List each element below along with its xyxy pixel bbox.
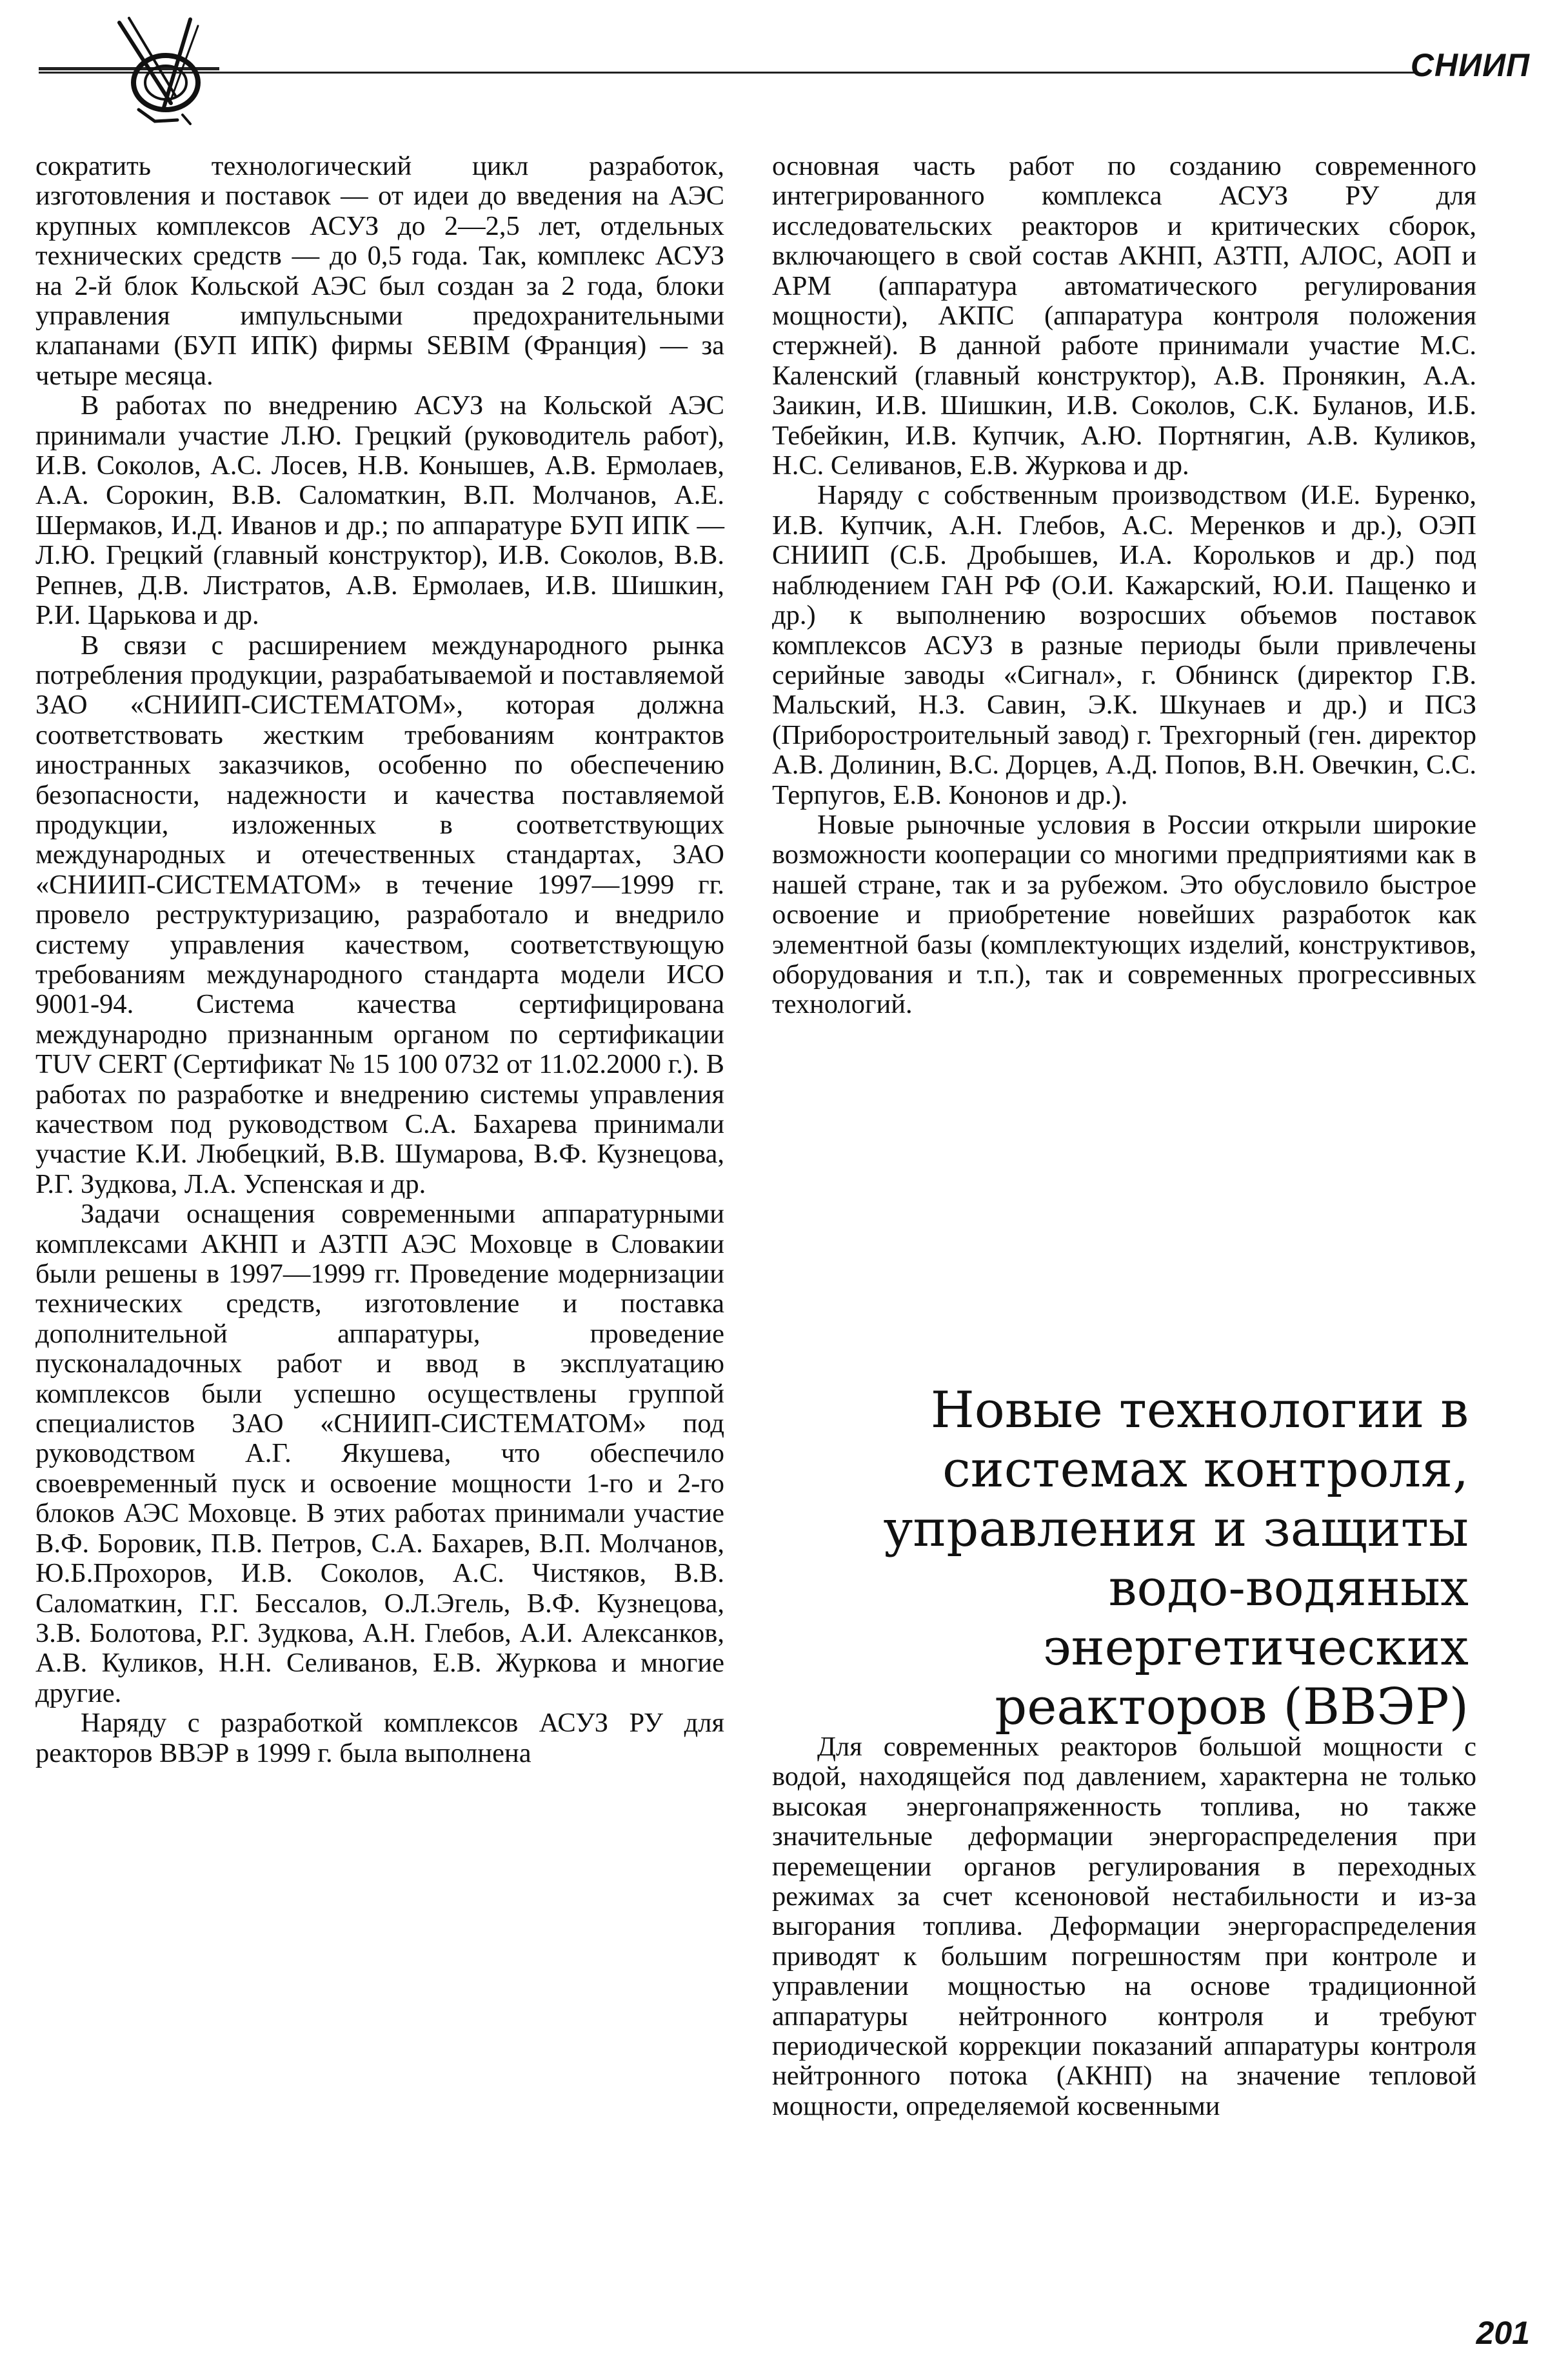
paragraph: Наряду с разработкой комплексов АСУЗ РУ для реакторов ВВЭР в 1999 г. была выполнена [35,1708,724,1768]
paragraph: основная часть работ по созданию современного интегрированного комплекса АСУЗ РУ для исследовательских реакторов и критических сборок, включающего в свой состав АКНП, АЗТП, АЛОС, АОП и АРМ (аппаратура автоматического регулирования мощности), АКПС (аппаратура контроля положения стержней). В данной работе принимали участие М.С. Каленский (главный конструктор), А.В. Пронякин, А.А. Заикин, И.В. Шишкин, И.В. Соколов, С.К. Буланов, И.Б. Тебейкин, И.В. Купчик, А.Ю. Портнягин, А.В. Куликов, Н.С. Селиванов, Е.В. Журкова и др. [772,151,1476,481]
heading-line: системах контроля, [942,1441,1469,1499]
paragraph: Для современных реакторов большой мощности с водой, находящейся под давлением, характерна не только высокая энергонапряженность топлива, но также значительные деформации энергораспределения при перемещении органов регулирования в переходных режимах за счет ксеноновой нестабильности и из-за выгорания топлива. Деформации энергораспределения приводят к большим погрешностям при контроле и управлении мощностью на основе традиционной аппаратуры нейтронного контроля и требуют периодической коррекции показаний аппаратуры контроля нейтронного потока (АКНП) на значение тепловой мощности, определяемой косвенными [772,1732,1476,2121]
right-column-bottom [772,1732,1476,2121]
paragraph: Новые рыночные условия в России открыли широкие возможности кооперации со многими предприятиями как в нашей стране, так и за рубежом. Это обусловило быстрое освоение и приобретение новейших разработок как элементной базы (комплектующих изделий, конструктивов, оборудования и т.п.), так и современных прогрессивных технологий. [772,809,1476,1020]
paragraph: Наряду с собственным производством (И.Е. Буренко, И.В. Купчик, А.Н. Глебов, А.С. Меренков и др.), ОЭП СНИИП (С.Б. Дробышев, И.А. Корольков и др.) под наблюдением ГАН РФ (О.И. Кажарский, Ю.И. Пащенко и др.) к выполнению возросших объемов поставок комплексов АСУЗ в разные периоды были привлечены серийные заводы «Сигнал», г. Обнинск (директор Г.В. Мальский, Н.З. Савин, Э.К. Шкунаев и др.) и ПСЗ (Приборостроительный завод) г. Трехгорный (ген. директор А.В. Долинин, В.С. Дорцев, А.Д. Попов, В.Н. Овечкин, С.С. Терпугов, Е.В. Кононов и др.). [772,480,1476,810]
header-rule [39,72,1416,74]
left-column [35,152,724,1768]
heading-line: энергетических [1042,1619,1469,1677]
heading-line: водо-водяных [1108,1559,1469,1617]
heading-line: управления и защиты [883,1500,1469,1558]
sniip-logo-icon [94,6,242,129]
paragraph: Задачи оснащения современными аппаратурными комплексами АКНП и АЗТП АЭС Моховце в Словакии были решены в 1997—1999 гг. Проведение модернизации технических средств, изготовление и поставка дополнительной аппаратуры, проведение пусконаладочных работ и ввод в эксплуатацию комплексов были успешно осуществлены группой специалистов ЗАО «СНИИП-СИСТЕМАТОМ» под руководством А.Г. Якушева, что обеспечило своевременный пуск и освоение мощности 1-го и 2-го блоков АЭС Моховце. В этих работах принимали участие В.Ф. Боровик, П.В. Петров, С.А. Бахарев, В.П. Молчанов, Ю.Б.Прохоров, И.В. Соколов, А.С. Чистяков, В.В. Саломаткин, Г.Г. Бессалов, О.Л.Эгель, В.Ф. Кузнецова, З.В. Болотова, Р.Г. Зудкова, А.Н. Глебов, А.И. Алексанков, А.В. Куликов, Н.Н. Селиванов, Е.В. Журкова и многие другие. [35,1199,724,1708]
journal-brand: СНИИП [1410,47,1530,83]
paragraph: В работах по внедрению АСУЗ на Кольской АЭС принимали участие Л.Ю. Грецкий (руководитель работ), И.В. Соколов, А.С. Лосев, Н.В. Конышев, А.В. Ермолаев, А.А. Сорокин, В.В. Саломаткин, В.П. Молчанов, А.Е. Шермаков, И.Д. Иванов и др.; по аппаратуре БУП ИПК — Л.Ю. Грецкий (главный конструктор), И.В. Соколов, В.В. Репнев, Д.В. Листратов, А.В. Ермолаев, И.В. Шишкин, Р.И. Царькова и др. [35,390,724,631]
heading-line: реакторов (ВВЭР) [995,1678,1469,1736]
section-heading [772,1381,1469,1737]
heading-line: Новые технологии в [930,1381,1469,1439]
paragraph: сократить технологический цикл разработок, изготовления и поставок — от идеи до введения на АЭС крупных комплексов АСУЗ до 2—2,5 лет, отдельных технических средств — до 0,5 года. Так, комплекс АСУЗ на 2-й блок Кольской АЭС был создан за 2 года, блоки управления импульсными предохранительными клапанами (БУП ИПК) фирмы SEBIM (Франция) — за четыре месяца. [35,151,724,391]
right-column-top [772,152,1476,1020]
page-number: 201 [1476,2315,1530,2351]
paragraph: В связи с расширением международного рынка потребления продукции, разрабатываемой и поставляемой ЗАО «СНИИП-СИСТЕМАТОМ», которая должна соответствовать жестким требованиям контрактов иностранных заказчиков, особенно по обеспечению безопасности, надежности и качества поставляемой продукции, изложенных в соответствующих международных и отечественных стандартах, ЗАО «СНИИП-СИСТЕМАТОМ» в течение 1997—1999 гг. провело реструктуризацию, разработало и внедрило систему управления качеством, соответствующую требованиям международного стандарта модели ИСО 9001-94. Система качества сертифицирована международно признанным органом по сертификации TUV CERT (Сертификат № 15 100 0732 от 11.02.2000 г.). В работах по разработке и внедрению системы управления качеством под руководством С.А. Бахарева принимали участие К.И. Любецкий, В.В. Шумарова, В.Ф. Кузнецова, Р.Г. Зудкова, Л.А. Успенская и др. [35,630,724,1199]
